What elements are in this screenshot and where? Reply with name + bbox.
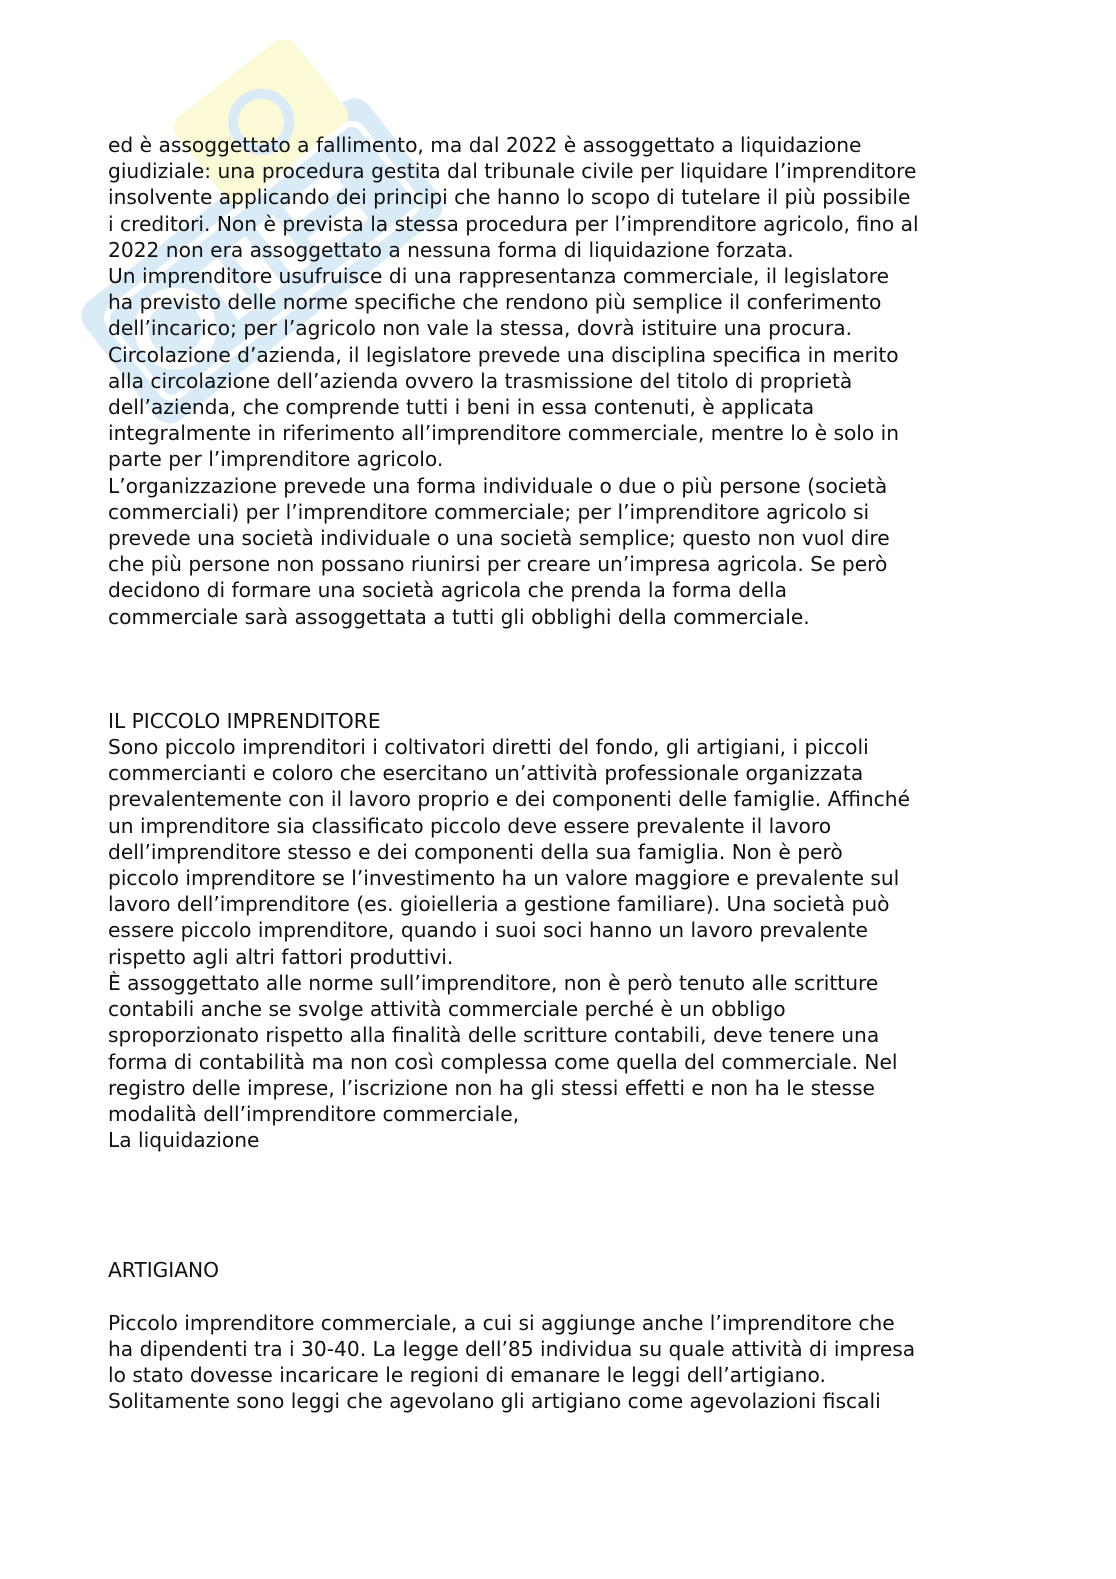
text-line: La liquidazione [108,1128,260,1153]
text-line: 2022 non era assoggettato a nessuna forma di liquidazione forzata. [108,237,794,262]
document-body [108,132,1018,1414]
text-line: commerciali) per l’imprenditore commerciale; per l’imprenditore agricolo si [108,499,870,524]
text-line: dell’incarico; per l’agricolo non vale la stessa, dovrà istituire una procura. [108,316,853,341]
text-line: un imprenditore sia classificato piccolo deve essere prevalente il lavoro [108,813,832,838]
text-line: rispetto agli altri fattori produttivi. [108,944,454,969]
section-artigiano-heading [108,1257,1018,1283]
section-piccolo-imprenditore [108,708,1018,1153]
text-line: L’organizzazione prevede una forma individuale o due o più persone (società [108,473,888,498]
text-line: integralmente in riferimento all’imprenditore commerciale, mentre lo è solo in [108,421,900,446]
text-line: Un imprenditore usufruisce di una rappresentanza commerciale, il legislatore [108,264,890,289]
text-line: contabili anche se svolge attività commerciale perché è un obbligo [108,997,786,1022]
text-line: insolvente applicando dei principi che hanno lo scopo di tutelare il più possibile [108,185,911,210]
paragraph-spacer [108,1153,1018,1257]
text-line: i creditori. Non è prevista la stessa procedura per l’imprenditore agricolo, fino al [108,211,919,236]
text-line: ed è assoggettato a fallimento, ma dal 2022 è assoggettato a liquidazione [108,133,862,157]
text-line: decidono di formare una società agricola che prenda la forma della [108,578,787,603]
text-line: parte per l’imprenditore agricolo. [108,447,444,472]
section-heading: ARTIGIANO [108,1258,220,1283]
text-line: lo stato dovesse incaricare le regioni di emanare le leggi dell’artigiano. [108,1362,826,1387]
text-line: Solitamente sono leggi che agevolano gli artigiano come agevolazioni fiscali [108,1389,881,1414]
text-line: essere piccolo imprenditore, quando i suoi soci hanno un lavoro prevalente [108,918,868,943]
text-line: prevalentemente con il lavoro proprio e dei componenti delle famiglie. Affinché [108,787,910,812]
paragraph-spacer [108,630,1018,708]
text-line: giudiziale: una procedura gestita dal tribunale civile per liquidare l’imprenditore [108,159,917,184]
text-line: dell’imprenditore stesso e dei componenti della sua famiglia. Non è però [108,839,843,864]
text-line: prevede una società individuale o una società semplice; questo non vuol dire [108,526,890,551]
text-line: ha dipendenti tra i 30-40. La legge dell’85 individua su quale attività di impresa [108,1336,916,1361]
text-line: È assoggettato alle norme sull’imprenditore, non è però tenuto alle scritture [108,970,879,995]
text-line: dell’azienda, che comprende tutti i beni in essa contenuti, è applicata [108,395,815,420]
text-line: forma di contabilità ma non così complessa come quella del commerciale. Nel [108,1049,898,1074]
text-line: registro delle imprese, l’iscrizione non ha gli stessi effetti e non ha le stesse [108,1075,875,1100]
text-line: che più persone non possano riunirsi per creare un’impresa agricola. Se però [108,552,888,577]
text-line: alla circolazione dell’azienda ovvero la trasmissione del titolo di proprietà [108,368,853,393]
text-line: modalità dell’imprenditore commerciale, [108,1101,520,1126]
text-line: ha previsto delle norme specifiche che rendono più semplice il conferimento [108,290,882,315]
text-line: Piccolo imprenditore commerciale, a cui si aggiunge anche l’imprenditore che [108,1310,895,1335]
text-line: commerciale sarà assoggettata a tutti gli obblighi della commerciale. [108,604,810,629]
section-intro [108,132,1018,630]
text-line: lavoro dell’imprenditore (es. gioielleria a gestione familiare). Una società può [108,892,890,917]
text-line: Sono piccolo imprenditori i coltivatori diretti del fondo, gli artigiani, i piccoli [108,735,869,760]
paragraph-spacer [108,1284,1018,1310]
text-line: Circolazione d’azienda, il legislatore prevede una disciplina specifica in merito [108,342,899,367]
text-line: sproporzionato rispetto alla finalità delle scritture contabili, deve tenere una [108,1023,880,1048]
section-heading: IL PICCOLO IMPRENDITORE [108,708,381,733]
text-line: piccolo imprenditore se l’investimento ha un valore maggiore e prevalente sul [108,866,900,891]
text-line: commercianti e coloro che esercitano un’attività professionale organizzata [108,761,864,786]
section-artigiano-body [108,1310,1018,1415]
